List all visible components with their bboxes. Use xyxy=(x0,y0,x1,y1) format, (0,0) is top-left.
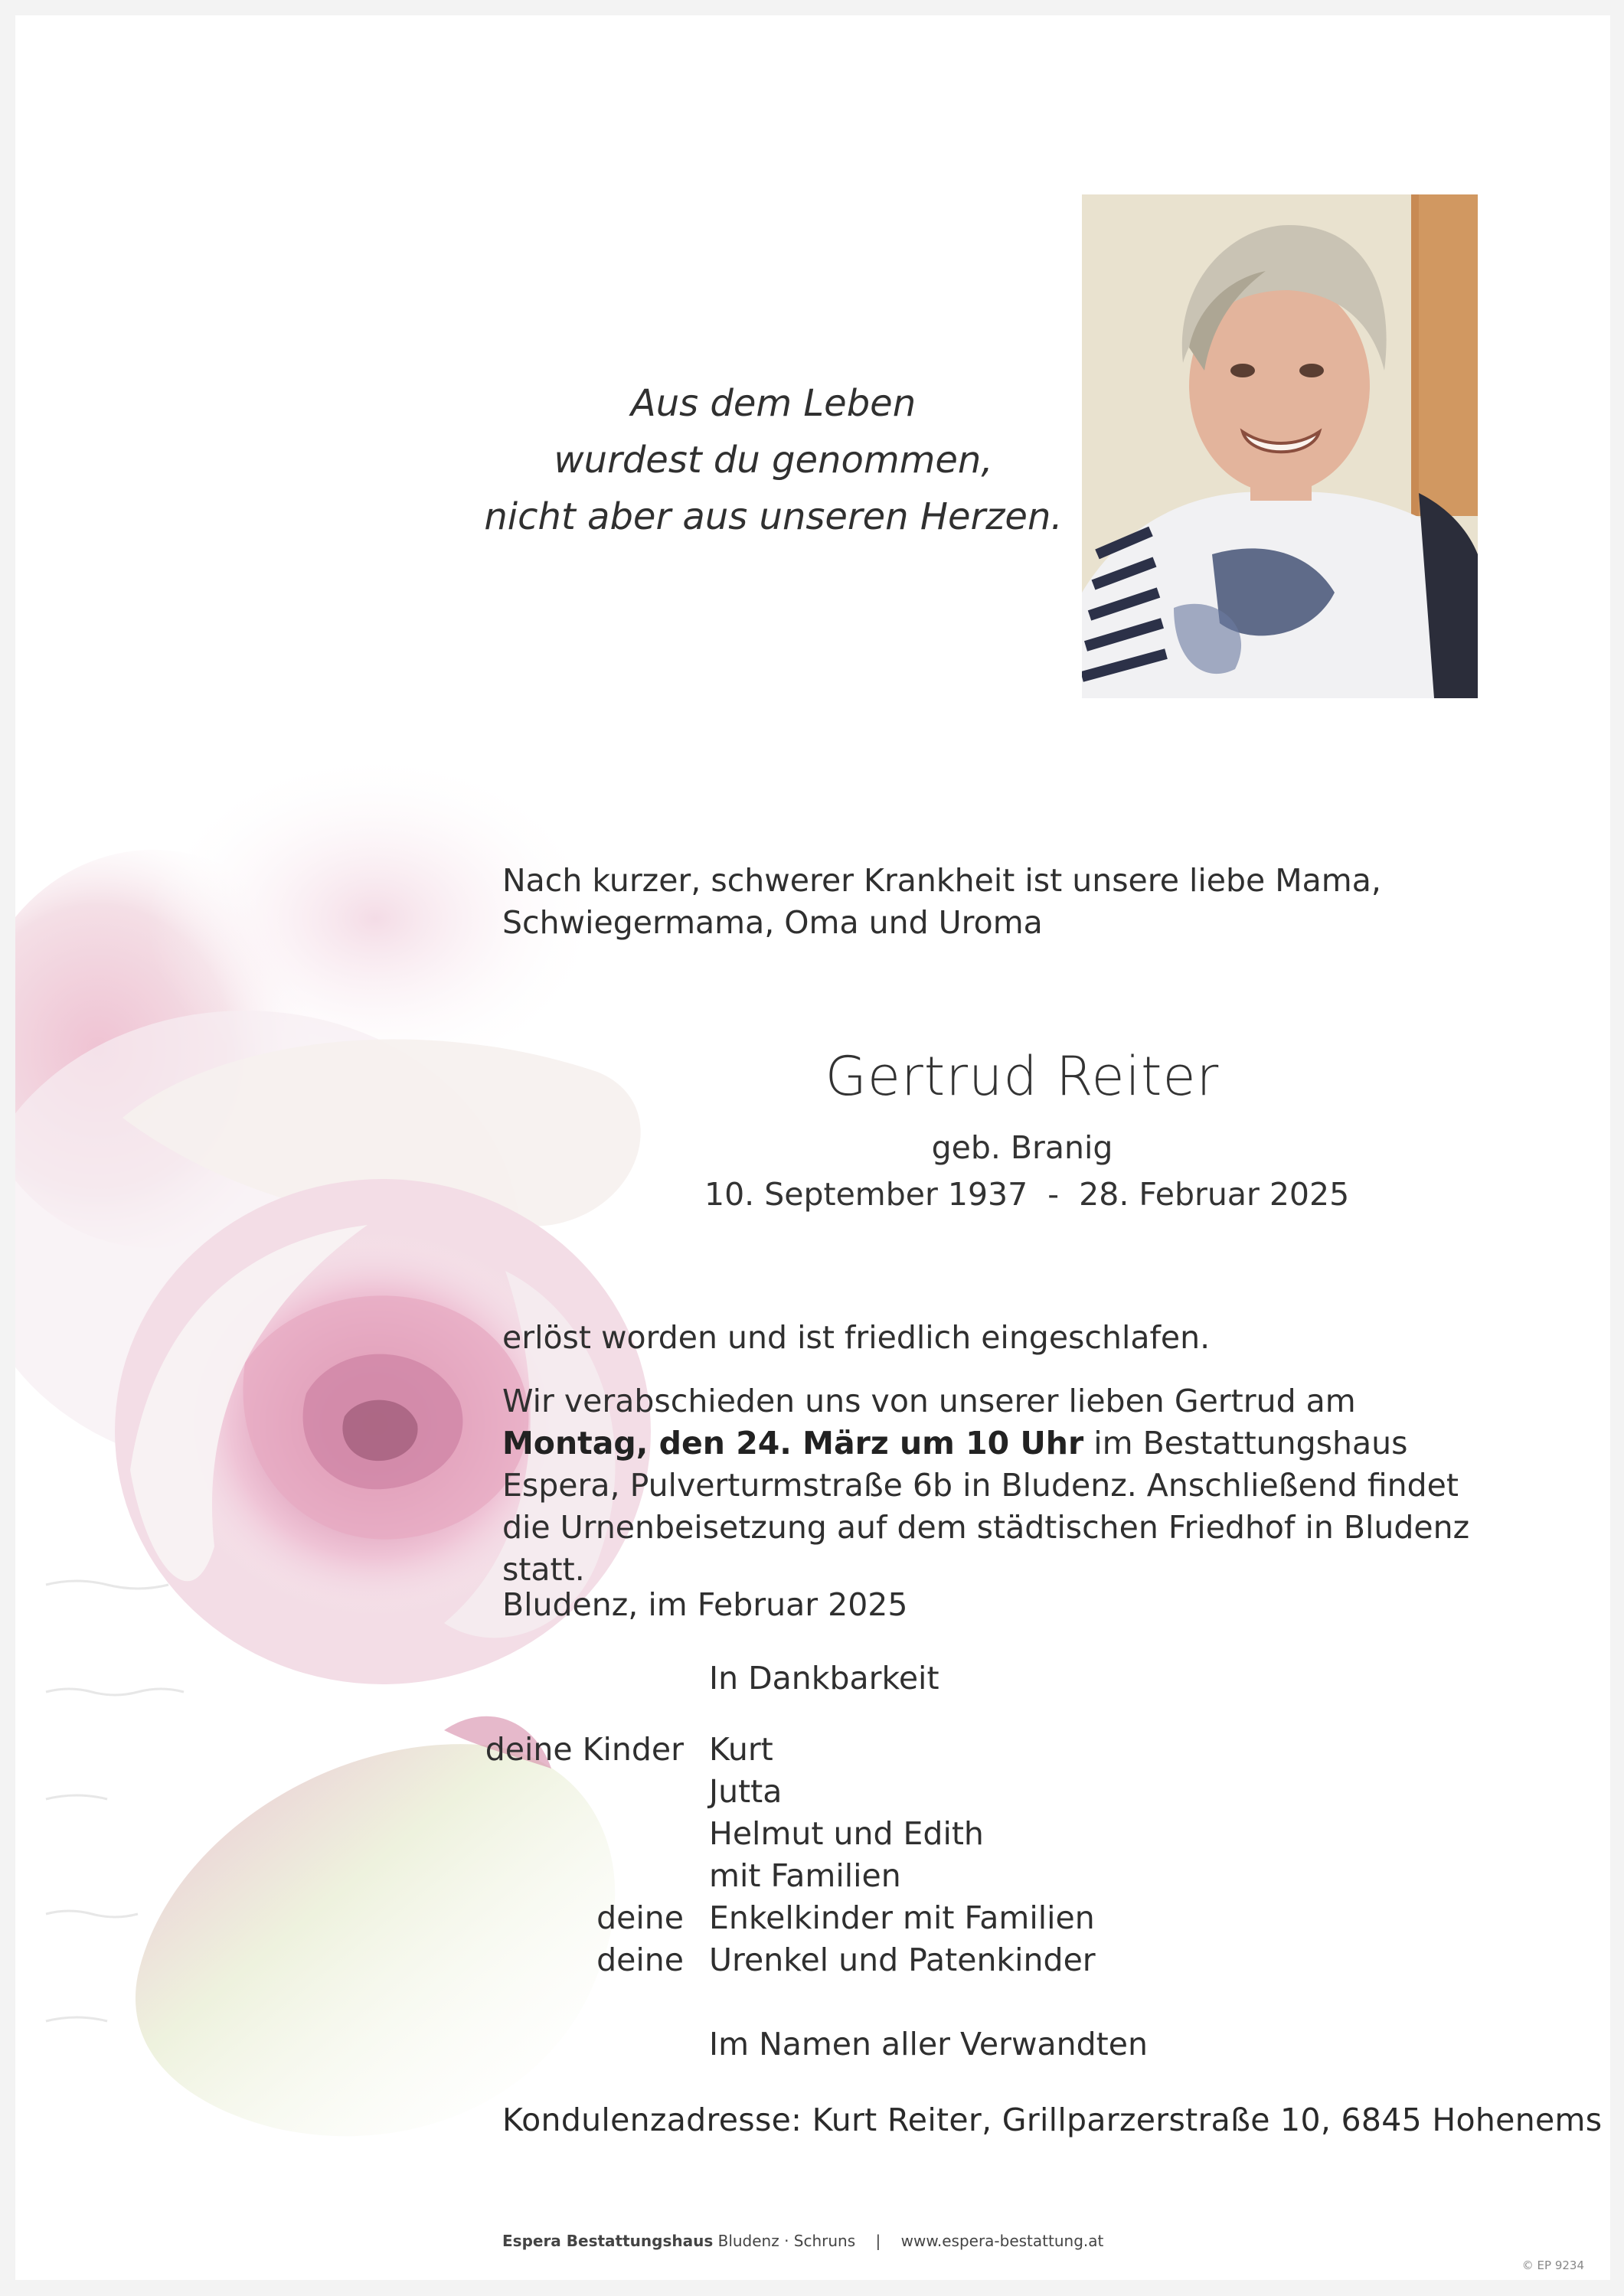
life-dates: 10. September 1937 - 28. Februar 2025 xyxy=(704,1176,1350,1213)
signature-label: deine Kinder xyxy=(485,1731,684,1768)
footer-company: Espera Bestattungshaus xyxy=(502,2232,714,2250)
signature-name: Urenkel und Patenkinder xyxy=(709,1942,1096,1978)
signature-label: deine xyxy=(596,1942,684,1978)
deceased-name: Gertrud Reiter xyxy=(825,1045,1220,1108)
footer-website: www.espera-bestattung.at xyxy=(900,2232,1104,2250)
signature-name: Enkelkinder mit Familien xyxy=(709,1899,1095,1936)
signature-name: mit Familien xyxy=(709,1857,901,1894)
footer-separator: | xyxy=(875,2232,881,2250)
signature-name: Helmut und Edith xyxy=(709,1815,984,1852)
footer-funeral-home xyxy=(502,2232,1103,2250)
relatives-text: Im Namen aller Verwandten xyxy=(709,2026,1148,2062)
obituary-page xyxy=(15,15,1610,2280)
farewell-text xyxy=(502,1380,1498,1591)
quote-line: nicht aber aus unseren Herzen. xyxy=(484,495,1063,538)
memorial-quote xyxy=(444,375,1103,545)
farewell-part: Wir verabschieden uns von unserer lieben Gertrud am xyxy=(502,1383,1356,1419)
quote-line: wurdest du genommen, xyxy=(554,439,993,482)
gratitude-text: In Dankbarkeit xyxy=(709,1660,939,1697)
footer-locations: Bludenz · Schruns xyxy=(717,2232,856,2250)
condolence-address: Kondulenzadresse: Kurt Reiter, Grillparzerstraße 10, 6845 Hohenems xyxy=(502,2102,1603,2138)
signature-name: Jutta xyxy=(709,1773,783,1810)
place-date: Bludenz, im Februar 2025 xyxy=(502,1586,908,1623)
reference-code: © EP 9234 xyxy=(1521,2258,1584,2272)
farewell-date-time: Montag, den 24. März um 10 Uhr xyxy=(502,1425,1084,1462)
released-text: erlöst worden und ist friedlich eingeschlafen. xyxy=(502,1319,1211,1356)
signature-label: deine xyxy=(596,1899,684,1936)
farewell-part: im Bestattungshaus Espera, Pulverturmstraße 6b in Bludenz. Anschließend findet die Urnenbeisetzung auf dem städtischen Friedhof in Bludenz statt. xyxy=(502,1425,1470,1588)
portrait-photo xyxy=(1082,194,1478,698)
intro-text: Nach kurzer, schwerer Krankheit ist unsere liebe Mama, Schwiegermama, Oma und Uroma xyxy=(502,862,1381,941)
maiden-name: geb. Branig xyxy=(931,1129,1113,1166)
quote-line: Aus dem Leben xyxy=(630,382,917,425)
signature-name: Kurt xyxy=(709,1731,773,1768)
